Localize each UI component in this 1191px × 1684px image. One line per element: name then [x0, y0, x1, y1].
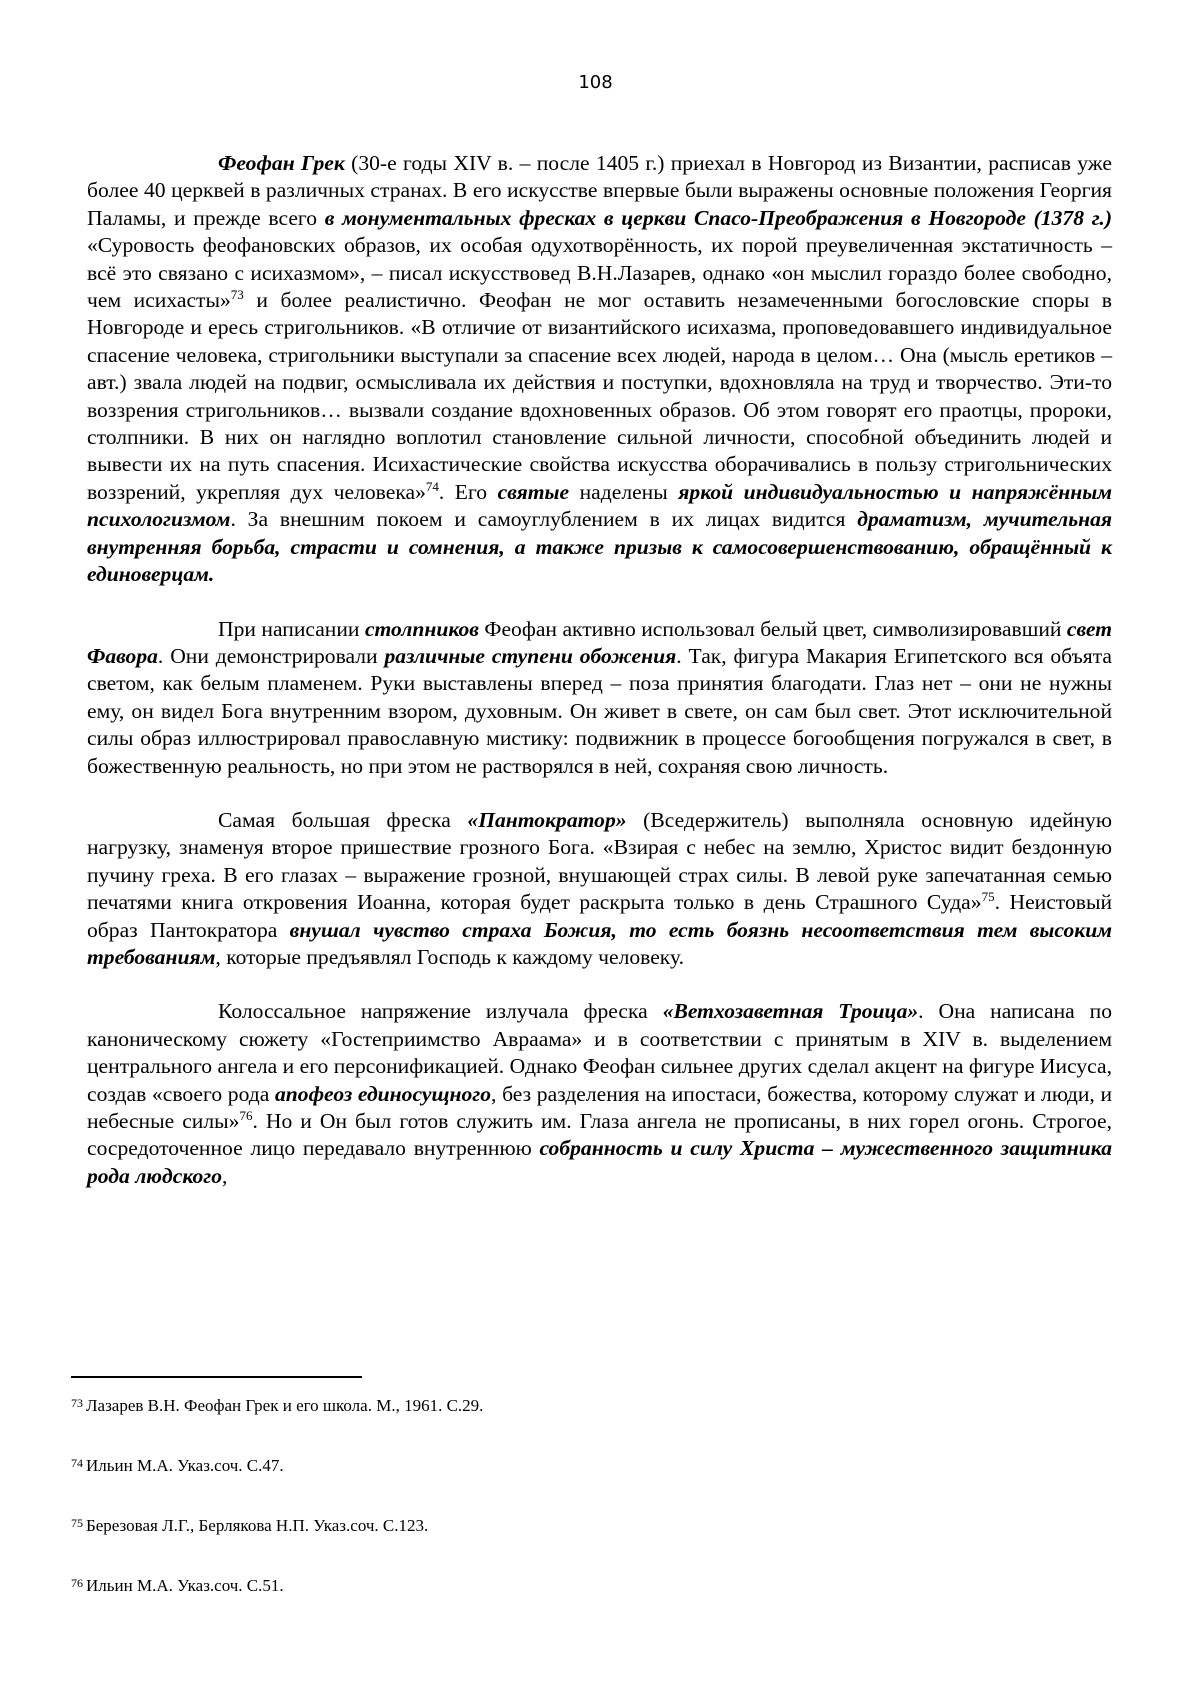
text-run: . Неистовый образ Пантократора	[87, 890, 1113, 942]
text-run: (30-е годы XIV в. – после 1405 г.) приехал в Новгород из Византии, расписав уже более 40 церквей в различных странах. В его искусстве впервые были выражены основные положения Георгия Паламы, и прежде всего	[87, 151, 1112, 230]
footnote	[71, 1572, 1071, 1632]
text-run: При написании	[218, 616, 365, 641]
footnote-number: 76	[71, 1576, 83, 1590]
emphasis-text: различные ступени обожения	[384, 643, 677, 668]
text-run: . Они демонстрировали	[157, 643, 385, 668]
paragraph	[87, 150, 1112, 589]
emphasis-text: драматизм, мучительная внутренняя борьба, страсти и сомнения, а также призыв к самосовершенствованию, обращённый к единоверцам.	[87, 507, 1112, 587]
text-run: и более реалистично. Феофан не мог оставить незамеченными богословские споры в Новгороде и ересь стригольников. «В отличие от византийского исихазма, проповедовавшего индивидуальное спасение человека, стригольники выступали за спасение всех людей, народа в целом… Она (мысль еретиков – авт.) звала людей на подвиг, осмысливала их действия и поступки, вдохновляла на труд и творчество. Эти-то воззрения стригольников… вызвали создание вдохновенных образов. Об этом говорят его праотцы, пророки, столпники. В них он наглядно воплотил становление сильной личности, способной объединить людей и вывести их на путь спасения. Исихастические свойства искусства оборачивались в пользу стригольнических воззрений, укрепляя дух человека»	[87, 288, 1112, 504]
emphasis-text: Феофан Грек	[218, 151, 345, 175]
text-run: , которые предъявлял Господь к каждому человеку.	[215, 944, 685, 969]
text-run: ,	[222, 1163, 228, 1188]
emphasis-text: апофеоз единосущного	[274, 1081, 492, 1106]
paragraph	[87, 998, 1112, 1190]
text-run: , без разделения на ипостаси, божества, которому служат и люди, и небесные силы»	[87, 1081, 1112, 1133]
text-run: Самая большая фреска	[218, 807, 468, 832]
body-text	[87, 150, 1112, 1217]
footnote-divider	[71, 1376, 362, 1378]
paragraph	[87, 807, 1112, 971]
footnote-reference: 73	[230, 287, 244, 303]
footnote-reference: 74	[425, 478, 439, 494]
footnote-text: Ильин М.А. Указ.соч. С.51.	[86, 1576, 284, 1595]
footnote-text: Березовая Л.Г., Берлякова Н.П. Указ.соч. С.123.	[86, 1516, 429, 1535]
emphasis-text: святые	[497, 479, 570, 504]
emphasis-text: «Ветхозаветная Троица»	[662, 999, 919, 1024]
text-run: . Она написана по каноническому сюжету «Гостеприимство Авраама» и в соответствии с принятым в XIV в. выделением центрального ангела и его персонификацией. Однако Феофан сильнее других сделал акцент на фигуре Иисуса, создав «своего рода	[87, 999, 1113, 1106]
footnote-reference: 76	[239, 1108, 253, 1123]
footnote	[71, 1452, 1071, 1512]
footnote-number: 74	[71, 1456, 83, 1470]
text-run: (Вседержитель) выполняла основную идейную нагрузку, знаменуя второе пришествие грозного Бога. «Взирая с небес на землю, Христос видит бездонную пучину греха. В его глазах – выражение грозной, внушающей страх силы. В левой руке запечатанная семью печатями книга откровения Иоанна, которая будет раскрыта только в день Страшного Суда»	[87, 807, 1112, 915]
footnote-number: 75	[71, 1516, 83, 1530]
footnote	[71, 1392, 1071, 1452]
text-run: «Суровость феофановских образов, их особая одухотворённость, их порой преувеличенная экстатичность – всё это связано с исихазмом», – писал искусствовед В.Н.Лазарев, однако «он мыслил гораздо более свободно, чем исихасты»	[87, 233, 1112, 313]
emphasis-text: столпников	[364, 616, 479, 641]
emphasis-text: яркой индивидуальностью и напряжённым психологизмом	[87, 479, 1112, 532]
text-run: Колоссальное напряжение излучала фреска	[218, 999, 663, 1024]
page-number: 108	[578, 72, 613, 93]
text-run: . Его	[438, 479, 498, 504]
text-run: наделены	[569, 479, 679, 504]
text-run: Феофан активно использовал белый цвет, символизировавший	[478, 616, 1067, 641]
emphasis-text: внушал чувство страха Божия, то есть боязнь несоответствия тем высоким требованиям	[87, 917, 1112, 969]
text-run: . Так, фигура Макария Египетского вся объята светом, как белым пламенем. Руки выставлены вперед – поза принятия благодати. Глаз нет – они не нужны ему, он видел Бога внутренним взором, духовным. Он живет в свете, он сам был свет. Этот исключительной силы образ иллюстрировал православную мистику: подвижник в процессе богообщения погружался в свет, в божественную реальность, но при этом не растворялся в ней, сохраняя свою личность.	[87, 643, 1112, 778]
text-run: . За внешним покоем и самоуглублением в их лицах видится	[230, 507, 858, 532]
text-run: . Но и Он был готов служить им. Глаза ангела не прописаны, в них горел огонь. Строгое, сосредоточенное лицо передавало внутреннюю	[87, 1109, 1112, 1161]
footnote-text: Лазарев В.Н. Феофан Грек и его школа. М., 1961. С.29.	[86, 1396, 484, 1415]
footnotes	[71, 1392, 1071, 1632]
emphasis-text: в монументальных фресках в церкви Спасо-Преображения в Новгороде (1378 г.)	[324, 205, 1113, 230]
emphasis-text: свет Фавора	[87, 616, 1112, 668]
footnote-number: 73	[71, 1396, 83, 1410]
emphasis-text: собранность и силу Христа – мужественного защитника рода людского	[87, 1136, 1112, 1188]
emphasis-text: «Пантократор»	[467, 807, 627, 832]
paragraph	[87, 616, 1112, 780]
footnote-reference: 75	[981, 889, 995, 905]
footnote-text: Ильин М.А. Указ.соч. С.47.	[86, 1456, 284, 1475]
footnote	[71, 1512, 1071, 1572]
